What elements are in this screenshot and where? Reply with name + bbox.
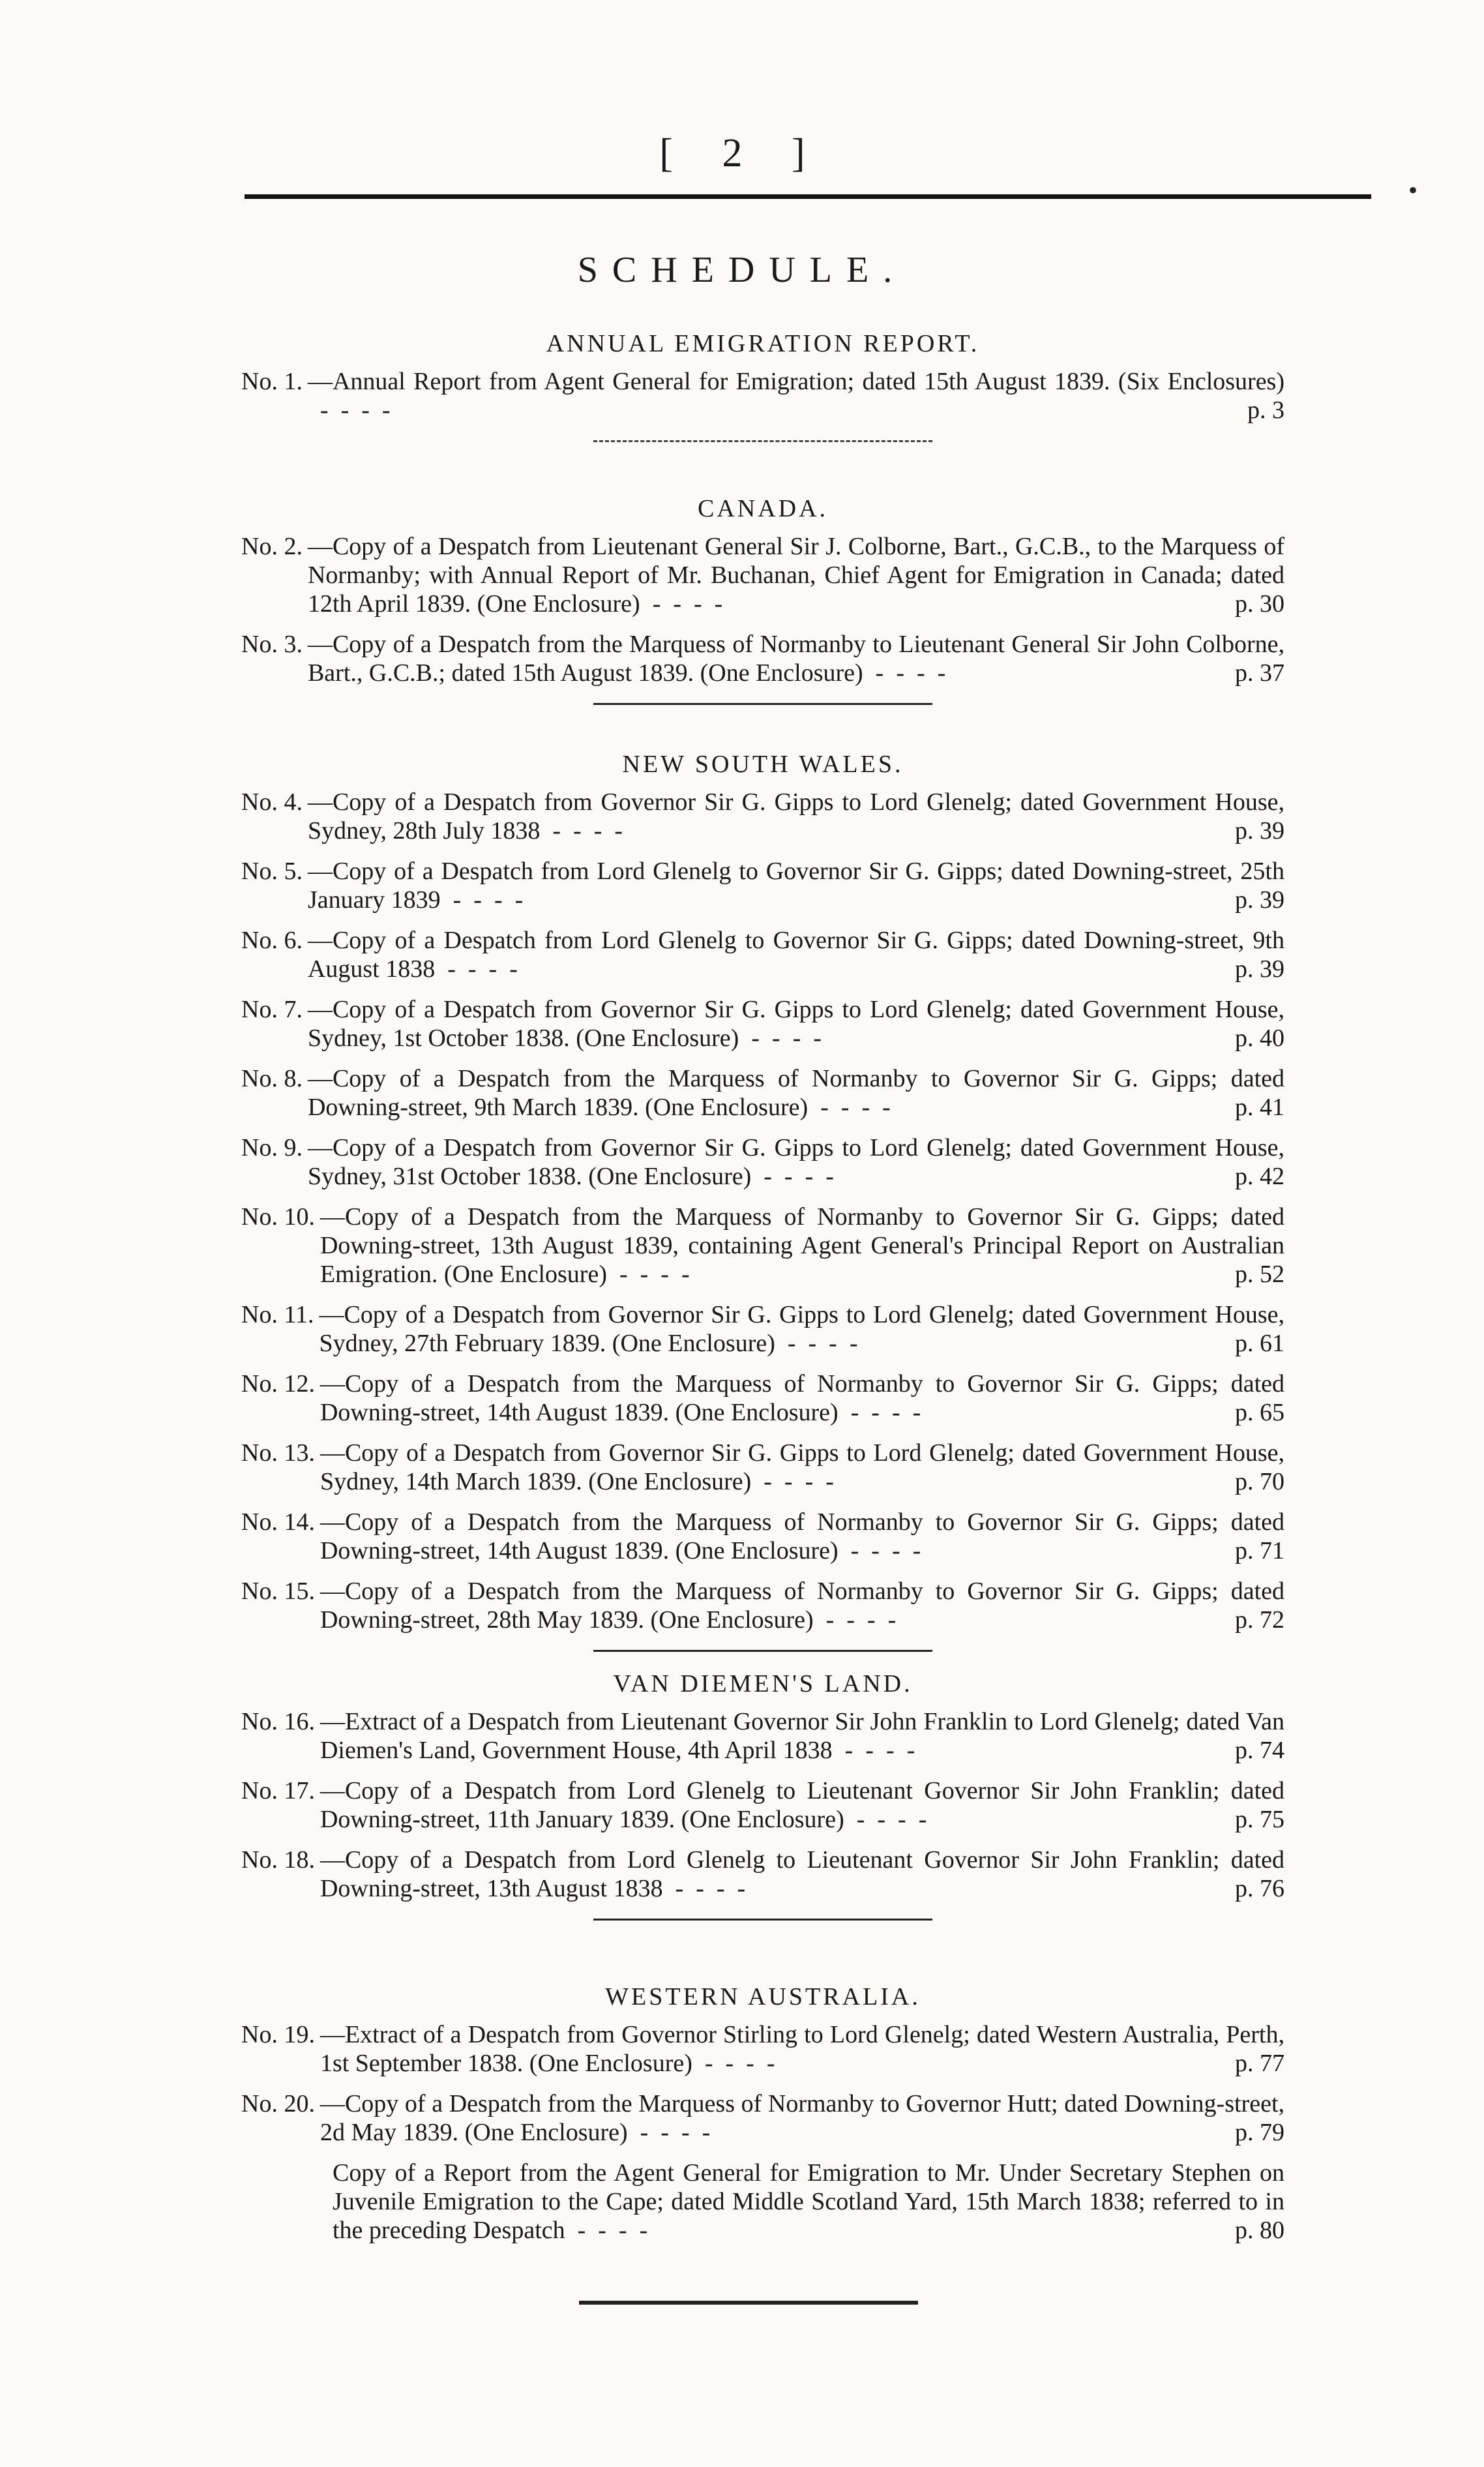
entry-page-ref: p. 72: [1235, 1606, 1284, 1634]
entry-page-ref: p. 39: [1235, 886, 1284, 914]
leader-dashes: - - - -: [307, 396, 403, 424]
entry-description: —Copy of a Despatch from the Marquess of Normanby to Governor Sir G. Gipps; dated Downing-street, 9th March 1839. (One Enclosure): [307, 1065, 1284, 1121]
entry-page-ref: p. 42: [1235, 1163, 1284, 1190]
section-heading: CANADA.: [697, 495, 829, 522]
schedule-entry: [241, 532, 1284, 618]
entry-description: —Copy of a Despatch from Governor Sir G. Gipps to Lord Glenelg; dated Government House, Sydney, 1st October 1838. (One Enclosure): [307, 996, 1284, 1052]
entry-page-ref: p. 41: [1235, 1094, 1284, 1121]
leader-dashes: - - - -: [627, 2119, 723, 2146]
entry-number: No. 13.: [241, 1439, 315, 1467]
section-heading: VAN DIEMEN'S LAND.: [613, 1670, 913, 1697]
leader-dashes: - - - -: [863, 659, 958, 687]
entry-page-ref: p. 76: [1235, 1875, 1284, 1902]
schedule-entry: [241, 367, 1284, 425]
leader-dashes: - - - -: [606, 1261, 702, 1288]
entry-description: —Copy of a Despatch from Governor Sir G. Gipps to Lord Glenelg; dated Government House, Sydney, 31st October 1838. (One Enclosure): [307, 1134, 1284, 1190]
leader-dashes: - - - -: [832, 1737, 928, 1764]
entry-page-ref: p. 74: [1235, 1737, 1284, 1764]
section-heading: WESTERN AUSTRALIA.: [605, 1983, 921, 2011]
entry-description: —Copy of a Despatch from Lord Glenelg to Lieutenant Governor Sir John Franklin; dated Downing-street, 11th January 1839. (One Enclosure): [319, 1777, 1284, 1833]
entry-number: No. 2.: [241, 533, 303, 560]
schedule-entry: [241, 1369, 1284, 1427]
entry-number: No. 8.: [241, 1065, 303, 1092]
schedule-entry: [241, 2159, 1284, 2245]
entry-page-ref: p. 39: [1235, 817, 1284, 845]
closing-rule: [579, 2301, 918, 2305]
entry-description: —Copy of a Despatch from Lieutenant General Sir J. Colborne, Bart., G.C.B., to the Marquess of Normanby; with Annual Report of Mr. Buchanan, Chief Agent for Emigration in Canada; dated 12th April 1839. (One Enclosure): [307, 533, 1284, 618]
schedule-entry: [241, 1846, 1284, 1903]
schedule-entry: [241, 1300, 1284, 1358]
schedule-entry: [241, 1508, 1284, 1565]
leader-dashes: - - - -: [844, 1806, 940, 1833]
leader-dashes: - - - -: [565, 2217, 660, 2244]
ink-speck: •: [1408, 175, 1418, 205]
entry-description: —Annual Report from Agent General for Emigration; dated 15th August 1839. (Six Enclosures): [307, 368, 1284, 395]
section-heading: ANNUAL EMIGRATION REPORT.: [546, 330, 980, 357]
section: [241, 1669, 1284, 1940]
schedule-entry: [241, 1707, 1284, 1765]
page-number: [ 2 ]: [659, 131, 825, 175]
entry-number: No. 17.: [241, 1777, 315, 1804]
entry-description: —Copy of a Despatch from Lord Glenelg to Governor Sir G. Gipps; dated Downing-street, 9th August 1838: [307, 927, 1284, 983]
schedule-entry: [241, 857, 1284, 914]
schedule-entry: [241, 1439, 1284, 1496]
entry-number: No. 3.: [241, 631, 303, 658]
entry-page-ref: p. 65: [1235, 1399, 1284, 1426]
schedule-title: SCHEDULE.: [577, 250, 907, 290]
section-rule: [593, 703, 932, 705]
entry-description: —Copy of a Despatch from Governor Sir G. Gipps to Lord Glenelg; dated Government House, Sydney, 27th February 1839. (One Enclosure): [319, 1301, 1284, 1357]
entry-number: No. 12.: [241, 1370, 315, 1398]
entry-page-ref: p. 3: [1247, 396, 1284, 424]
leader-dashes: - - - -: [640, 590, 735, 618]
schedule-entry: [241, 1203, 1284, 1289]
entry-number: No. 19.: [241, 2021, 315, 2048]
leader-dashes: - - - -: [751, 1468, 846, 1495]
schedule-entry: [241, 1776, 1284, 1834]
entry-number: No. 7.: [241, 996, 303, 1023]
entry-number: No. 6.: [241, 927, 303, 954]
entry-description: —Copy of a Despatch from the Marquess of Normanby to Governor Sir G. Gipps; dated Downing-street, 28th May 1839. (One Enclosure): [319, 1577, 1284, 1634]
entry-page-ref: p. 61: [1235, 1330, 1284, 1357]
section: [241, 494, 1284, 725]
entry-description: —Copy of a Despatch from Lord Glenelg to Governor Sir G. Gipps; dated Downing-street, 25th January 1839: [307, 858, 1284, 914]
entry-page-ref: p. 40: [1235, 1024, 1284, 1052]
leader-dashes: - - - -: [692, 2050, 788, 2077]
entry-page-ref: p. 79: [1235, 2119, 1284, 2146]
entry-number: No. 4.: [241, 788, 303, 816]
section-rule: [593, 440, 932, 442]
entry-page-ref: p. 30: [1235, 590, 1284, 618]
entry-number: No. 10.: [241, 1203, 315, 1231]
entry-description: —Extract of a Despatch from Lieutenant Governor Sir John Franklin to Lord Glenelg; dated Van Diemen's Land, Government House, 4th April 1838: [319, 1708, 1284, 1764]
schedule-entry: [241, 788, 1284, 845]
leader-dashes: - - - -: [440, 886, 536, 914]
schedule-entry: [241, 995, 1284, 1053]
leader-dashes: - - - -: [435, 955, 530, 983]
leader-dashes: - - - -: [813, 1606, 909, 1634]
leader-dashes: - - - -: [662, 1875, 758, 1902]
entry-description: —Copy of a Despatch from the Marquess of Normanby to Governor Sir G. Gipps; dated Downing-street, 14th August 1839. (One Enclosure): [319, 1508, 1284, 1564]
entry-number: No. 15.: [241, 1577, 315, 1605]
entry-page-ref: p. 37: [1235, 659, 1284, 687]
entry-description: —Copy of a Despatch from Lord Glenelg to Lieutenant Governor Sir John Franklin; dated Downing-street, 13th August 1838: [319, 1846, 1284, 1902]
entry-description: —Copy of a Despatch from the Marquess of Normanby to Governor Hutt; dated Downing-street, 2d May 1839. (One Enclosure): [319, 2090, 1284, 2146]
entry-description: —Copy of a Despatch from the Marquess of Normanby to Lieutenant General Sir John Colborne, Bart., G.C.B.; dated 15th August 1839. (One Enclosure): [307, 631, 1284, 687]
section: [241, 329, 1284, 462]
entry-number: No. 20.: [241, 2090, 315, 2117]
header-rule: [245, 194, 1371, 199]
entry-number: No. 9.: [241, 1134, 303, 1161]
section: [241, 750, 1284, 1671]
entry-description: —Copy of a Despatch from Governor Sir G. Gipps to Lord Glenelg; dated Government House, Sydney, 28th July 1838: [307, 788, 1284, 845]
entry-description: —Extract of a Despatch from Governor Stirling to Lord Glenelg; dated Western Australia, Perth, 1st September 1838. (One Enclosure): [319, 2021, 1284, 2077]
section-rule: [593, 1650, 932, 1652]
entry-number: No. 1.: [241, 368, 303, 395]
leader-dashes: - - - -: [838, 1399, 934, 1426]
schedule-entry: [241, 1064, 1284, 1122]
entry-page-ref: p. 80: [1235, 2217, 1284, 2244]
schedule-entry: [241, 2089, 1284, 2147]
entry-description: —Copy of a Despatch from the Marquess of Normanby to Governor Sir G. Gipps; dated Downing-street, 13th August 1839, containing Agent General's Principal Report on Australian Emigration. (One Enclosure): [319, 1203, 1284, 1288]
section-rule: [593, 1919, 932, 1921]
section-heading: NEW SOUTH WALES.: [622, 751, 904, 778]
entry-page-ref: p. 52: [1235, 1261, 1284, 1288]
leader-dashes: - - - -: [540, 817, 636, 845]
schedule-entry: [241, 926, 1284, 983]
schedule-entry: [241, 1133, 1284, 1191]
entry-number: No. 16.: [241, 1708, 315, 1735]
schedule-entry: [241, 630, 1284, 687]
entry-number: No. 11.: [241, 1301, 314, 1328]
entry-page-ref: p. 77: [1235, 2050, 1284, 2077]
entry-description: Copy of a Report from the Agent General for Emigration to Mr. Under Secretary Stephen on Juvenile Emigration to the Cape; dated Middle Scotland Yard, 15th March 1838; referred to in the preceding Despatch: [333, 2159, 1284, 2244]
entry-page-ref: p. 39: [1235, 955, 1284, 983]
entry-number: No. 5.: [241, 858, 303, 885]
entry-page-ref: p. 71: [1235, 1537, 1284, 1564]
schedule-entry: [241, 1577, 1284, 1634]
leader-dashes: - - - -: [808, 1094, 903, 1121]
leader-dashes: - - - -: [739, 1024, 834, 1052]
entry-number: No. 14.: [241, 1508, 315, 1536]
entry-page-ref: p. 70: [1235, 1468, 1284, 1495]
entry-number: No. 18.: [241, 1846, 315, 1874]
leader-dashes: - - - -: [751, 1163, 846, 1190]
entry-description: —Copy of a Despatch from the Marquess of Normanby to Governor Sir G. Gipps; dated Downing-street, 14th August 1839. (One Enclosure): [319, 1370, 1284, 1426]
leader-dashes: - - - -: [775, 1330, 870, 1357]
section: [241, 1982, 1284, 2256]
leader-dashes: - - - -: [838, 1537, 934, 1564]
entry-description: —Copy of a Despatch from Governor Sir G. Gipps to Lord Glenelg; dated Government House, Sydney, 14th March 1839. (One Enclosure): [319, 1439, 1284, 1495]
entry-page-ref: p. 75: [1235, 1806, 1284, 1833]
schedule-entry: [241, 2020, 1284, 2078]
